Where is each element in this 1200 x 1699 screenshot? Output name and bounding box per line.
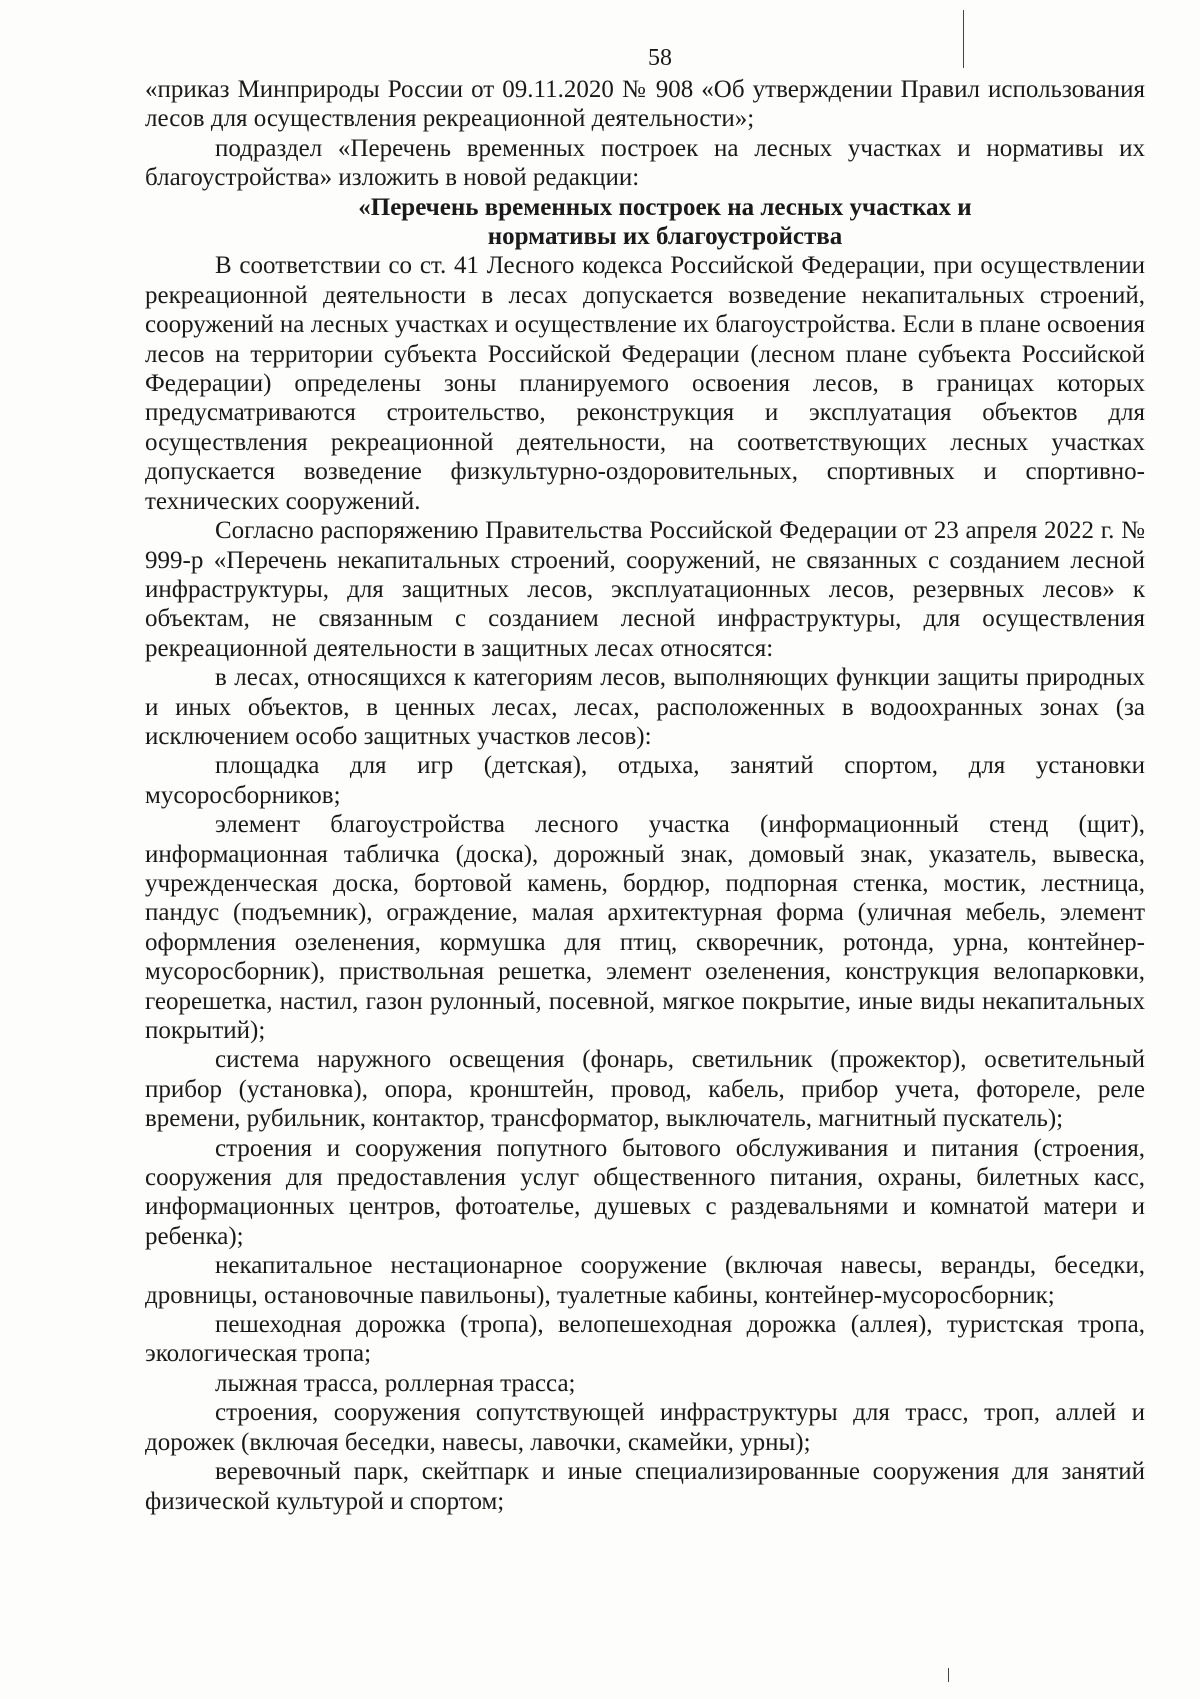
list-item-rope-park: веревочный парк, скейтпарк и иные специализированные сооружения для занятий физической культурой и спортом; [145,1458,1145,1515]
paragraph-order-reference: «приказ Минприроды России от 09.11.2020 № 908 «Об утверждении Правил использования лесов для осуществления рекреационной деятельности»; [145,76,1145,133]
list-item-ski-track: лыжная трасса, роллерная трасса; [215,1369,576,1397]
paragraph-subsection-note: подраздел «Перечень временных построек на лесных участках и нормативы их благоустройства» изложить в новой редакции: [145,134,1145,192]
scan-artifact-line [948,1668,949,1682]
list-item-non-stationary-structure: некапитальное нестационарное сооружение (включая навесы, веранды, беседки, дровницы, остановочные павильоны), туалетные кабины, контейнер-мусоросборник; [145,1252,1145,1309]
list-item-lighting-system: система наружного освещения (фонарь, светильник (прожектор), осветительный прибор (установка), опора, кронштейн, провод, кабель, прибор учета, фотореле, реле времени, рубильник, контактор, трансформатор, выключатель, магнитный пускатель); [145,1046,1145,1133]
paragraph-government-order: Согласно распоряжению Правительства Российской Федерации от 23 апреля 2022 г. № 999-р «Перечень некапитальных строений, сооружений, не связанных с созданием лесной инфраструктуры, для защитных лесов, эксплуатационных лесов, резервных лесов» к объектам, не связанным с созданием лесной инфраструктуры, для осуществления рекреационной деятельности в защитных лесах относятся: [145,517,1145,662]
section-heading-line-2: нормативы их благоустройства [487,223,843,251]
paragraph-forest-categories: в лесах, относящихся к категориям лесов, выполняющих функции защиты природных и иных объектов, в ценных лесах, лесах, расположенных в водоохранных зонах (за исключением особо защитных участков лесов): [145,664,1145,750]
list-item-playground: площадка для игр (детская), отдыха, занятий спортом, для установки мусоросборников; [145,752,1145,809]
list-item-service-buildings: строения и сооружения попутного бытового обслуживания и питания (строения, сооружения для предоставления услуг общественного питания, охраны, билетных касс, информационных центров, фотоателье, душевых с раздевальнями и комнатой матери и ребенка); [145,1134,1145,1250]
section-heading-line-1: «Перечень временных построек на лесных участках и [358,193,972,221]
list-item-landscaping-element: элемент благоустройства лесного участка (информационный стенд (щит), информационная табличка (доска), дорожный знак, домовый знак, указатель, вывеска, учрежденческая доска, бортовой камень, бордюр, подпорная стенка, мостик, лестница, пандус (подъемник), ограждение, малая архитектурная форма (уличная мебель, элемент оформления озеленения, кормушка для птиц, скворечник, ротонда, урна, контейнер-мусоросборник), приствольная решетка, элемент озеленения, конструкция велопарковки, георешетка, настил, газон рулонный, посевной, мягкое покрытие, иные виды некапитальных покрытий); [145,811,1145,1044]
paragraph-forest-code: В соответствии со ст. 41 Лесного кодекса Российской Федерации, при осуществлении рекреационной деятельности в лесах допускается возведение некапитальных строений, сооружений на лесных участках и осуществление их благоустройства. Если в плане освоения лесов на территории субъекта Российской Федерации (лесном плане субъекта Российской Федерации) определены зоны планируемого освоения лесов, в границах которых предусматриваются строительство, реконструкция и эксплуатация объектов для осуществления рекреационной деятельности, на соответствующих лесных участках допускается возведение физкультурно-оздоровительных, спортивных и спортивно-технических сооружений. [145,252,1145,515]
section-heading [145,193,1145,252]
list-item-trail-infrastructure: строения, сооружения сопутствующей инфраструктуры для трасс, троп, аллей и дорожек (включая беседки, навесы, лавочки, скамейки, урны); [145,1399,1145,1456]
document-body [145,75,1145,1516]
page-number: 58 [648,45,672,71]
list-item-pedestrian-path: пешеходная дорожка (тропа), велопешеходная дорожка (аллея), туристская тропа, экологическая тропа; [145,1311,1145,1368]
